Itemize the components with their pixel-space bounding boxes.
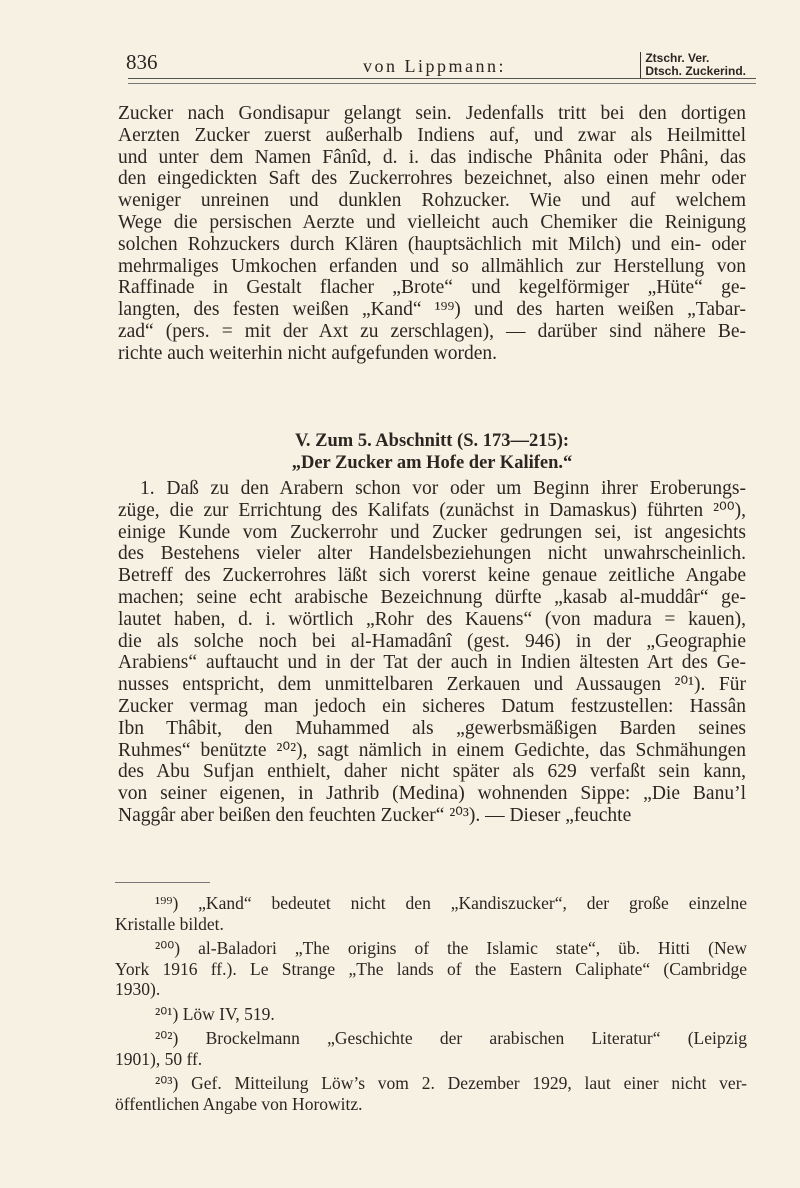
journal-reference	[640, 52, 746, 78]
text-line: die als solche noch bei al-Hamadânî (gest. 946) in der „Geographie	[118, 630, 746, 652]
text-line: und unter dem Namen Fânîd, d. i. das indische Phânita oder Phâni, das	[118, 146, 746, 168]
text-line: von seiner eigenen, in Jathrib (Medina) wohnenden Sippe: „Die Banu’l	[118, 783, 746, 805]
footnote-line: ²⁰¹) Löw IV, 519.	[155, 1003, 275, 1024]
journal-line-2: Dtsch. Zuckerind.	[645, 64, 746, 78]
page-number: 836	[126, 50, 158, 74]
text-line: den eingedickten Saft des Zuckerrohres bezeichnet, also einen mehr oder	[118, 168, 746, 190]
text-line: zad“ (pers. = mit der Axt zu zerschlagen), — darüber sind nähere Be-	[118, 320, 746, 342]
paragraph-2	[118, 478, 746, 827]
text-line: Ibn Thâbit, den Muhammed als „gewerbsmäßigen Barden seines	[118, 717, 746, 739]
text-line: weniger unreinen und dunklen Rohzucker. Wie und auf welchem	[118, 190, 746, 212]
section-heading	[118, 430, 746, 474]
text-line: solchen Rohzuckers durch Klären (hauptsächlich mit Milch) und ein- oder	[118, 233, 746, 255]
text-line: des Abu Sufjan enthielt, daher nicht später als 629 verfaßt sein kann,	[118, 761, 746, 783]
footnote-rule	[115, 882, 210, 883]
text-line: des Bestehens vieler alter Handelsbeziehungen nicht unwahrscheinlich.	[118, 543, 746, 565]
text-line: Raffinade in Gestalt flacher „Brote“ und kegelförmiger „Hüte“ ge-	[118, 277, 746, 299]
text-line: Zucker vermag man jedoch ein sicheres Datum festzustellen: Hassân	[118, 695, 746, 717]
text-line: Naggâr aber beißen den feuchten Zucker“ ²⁰³). — Dieser „feuchte	[118, 804, 632, 826]
footnote	[115, 1073, 747, 1114]
footnote	[115, 1004, 747, 1025]
footnote	[115, 893, 747, 934]
text-line: Wege die persischen Aerzte und vielleicht auch Chemiker die Reinigung	[118, 211, 746, 233]
footnote-line: ²⁰⁰) al-Baladori „The origins of the Islamic state“, üb. Hitti (New	[155, 938, 747, 958]
text-line: züge, die zur Errichtung des Kalifats (zunächst in Damaskus) führten ²⁰⁰),	[118, 499, 746, 521]
text-line: mehrmaliges Umkochen erfanden und so allmählich zur Herstellung von	[118, 255, 746, 277]
text-line: lautet haben, d. i. wörtlich „Rohr des Kauens“ (von madura = kauen),	[118, 608, 746, 630]
page-header	[118, 50, 746, 80]
section-heading-line-1: V. Zum 5. Abschnitt (S. 173—215):	[294, 431, 570, 451]
footnote-line: 1930).	[115, 979, 161, 999]
text-line: machen; seine echt arabische Bezeichnung dürfte „kasab al-muddâr“ ge-	[118, 586, 746, 608]
journal-line-1: Ztschr. Ver.	[645, 51, 710, 65]
text-line: Betreff des Zuckerrohres läßt sich vorerst keine genaue zeitliche Angabe	[118, 565, 746, 587]
footnote	[115, 938, 747, 1000]
section-heading-line-2: „Der Zucker am Hofe der Kalifen.“	[291, 453, 573, 473]
text-line: langten, des festen weißen „Kand“ ¹⁹⁹) und des harten weißen „Tabar-	[118, 299, 746, 321]
running-title: von Lippmann:	[363, 56, 506, 76]
text-line: 1. Daß zu den Arabern schon vor oder um Beginn ihrer Eroberungs-	[140, 478, 746, 499]
footnote-line: ²⁰³) Gef. Mitteilung Löw’s vom 2. Dezember 1929, laut einer nicht ver-	[155, 1073, 747, 1093]
footnote-line: ²⁰²) Brockelmann „Geschichte der arabischen Literatur“ (Leipzig	[155, 1028, 747, 1048]
footnote	[115, 1028, 747, 1069]
text-line: Arabiens“ auftaucht und in der Tat der auch in Indien ältesten Art des Ge-	[118, 652, 746, 674]
footnote-line: öffentlichen Angabe von Horowitz.	[115, 1093, 363, 1114]
footnote-line: Kristalle bildet.	[115, 913, 224, 934]
footnotes	[115, 893, 747, 1118]
footnote-line: ¹⁹⁹) „Kand“ bedeutet nicht den „Kandiszucker“, der große einzelne	[155, 893, 747, 913]
footnote-line: 1901), 50 ff.	[115, 1048, 203, 1069]
text-line: richte auch weiterhin nicht aufgefunden worden.	[118, 342, 498, 364]
text-line: Zucker nach Gondisapur gelangt sein. Jedenfalls tritt bei den dortigen	[118, 103, 746, 124]
paragraph-1	[118, 103, 746, 365]
footnote-line: York 1916 ff.). Le Strange „The lands of the Eastern Caliphate“ (Cambridge	[115, 958, 747, 979]
text-line: Aerzten Zucker zuerst außerhalb Indiens auf, und zwar als Heilmittel	[118, 124, 746, 146]
header-rule	[128, 78, 756, 84]
text-line: einige Kunde vom Zuckerrohr und Zucker gedrungen sei, ist angesichts	[118, 521, 746, 543]
text-line: nusses entspricht, dem unmittelbaren Zerkauen und Aussaugen ²⁰¹). Für	[118, 674, 746, 696]
text-line: Ruhmes“ benützte ²⁰²), sagt nämlich in einem Gedichte, das Schmähungen	[118, 739, 746, 761]
